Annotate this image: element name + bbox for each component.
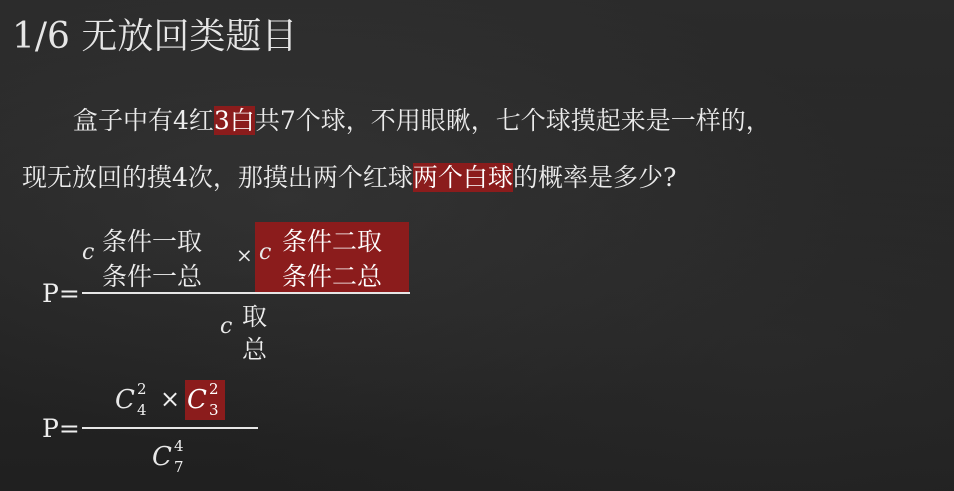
problem-text: 共7个球，不用眼瞅，七个球摸起来是一样的， — [254, 106, 771, 135]
multiply-sign: × — [236, 243, 253, 267]
combination-symbol: c — [82, 240, 95, 265]
combination-C: C — [152, 442, 172, 472]
problem-line-2 — [22, 158, 676, 194]
highlight-white-balls: 3白 — [213, 106, 255, 135]
denominator-total: 总 — [242, 335, 268, 364]
condition-two-total: 条件二总 — [282, 262, 383, 291]
combination-symbol: c — [259, 240, 272, 265]
condition-one-total: 条件一总 — [102, 262, 203, 291]
multiply-sign: × — [160, 385, 181, 413]
combination-symbol: c — [220, 314, 233, 339]
fraction-bar — [82, 427, 258, 429]
problem-line-1 — [73, 101, 771, 137]
combination-sub: 3 — [209, 401, 219, 419]
combination-sub: 4 — [137, 401, 147, 419]
combination-C: C — [115, 385, 135, 415]
problem-text: 盒子中有4红 — [73, 106, 214, 135]
slide-title: 1/6 无放回类题目 — [12, 16, 298, 57]
combination-sup: 4 — [174, 437, 184, 455]
combination-sub: 7 — [174, 458, 184, 476]
condition-one-take: 条件一取 — [102, 227, 203, 256]
condition-two-take: 条件二取 — [282, 227, 383, 256]
problem-text: 现无放回的摸4次，那摸出两个红球 — [22, 163, 413, 192]
highlight-two-white-balls: 两个白球 — [412, 163, 513, 192]
formula-p-label: P= — [42, 279, 80, 308]
problem-text: 的概率是多少? — [512, 163, 677, 192]
denominator-take: 取 — [242, 302, 268, 331]
combination-C: C — [187, 385, 207, 415]
combination-sup: 2 — [209, 380, 219, 398]
combination-sup: 2 — [137, 380, 147, 398]
formula-p-label: P= — [42, 414, 80, 443]
